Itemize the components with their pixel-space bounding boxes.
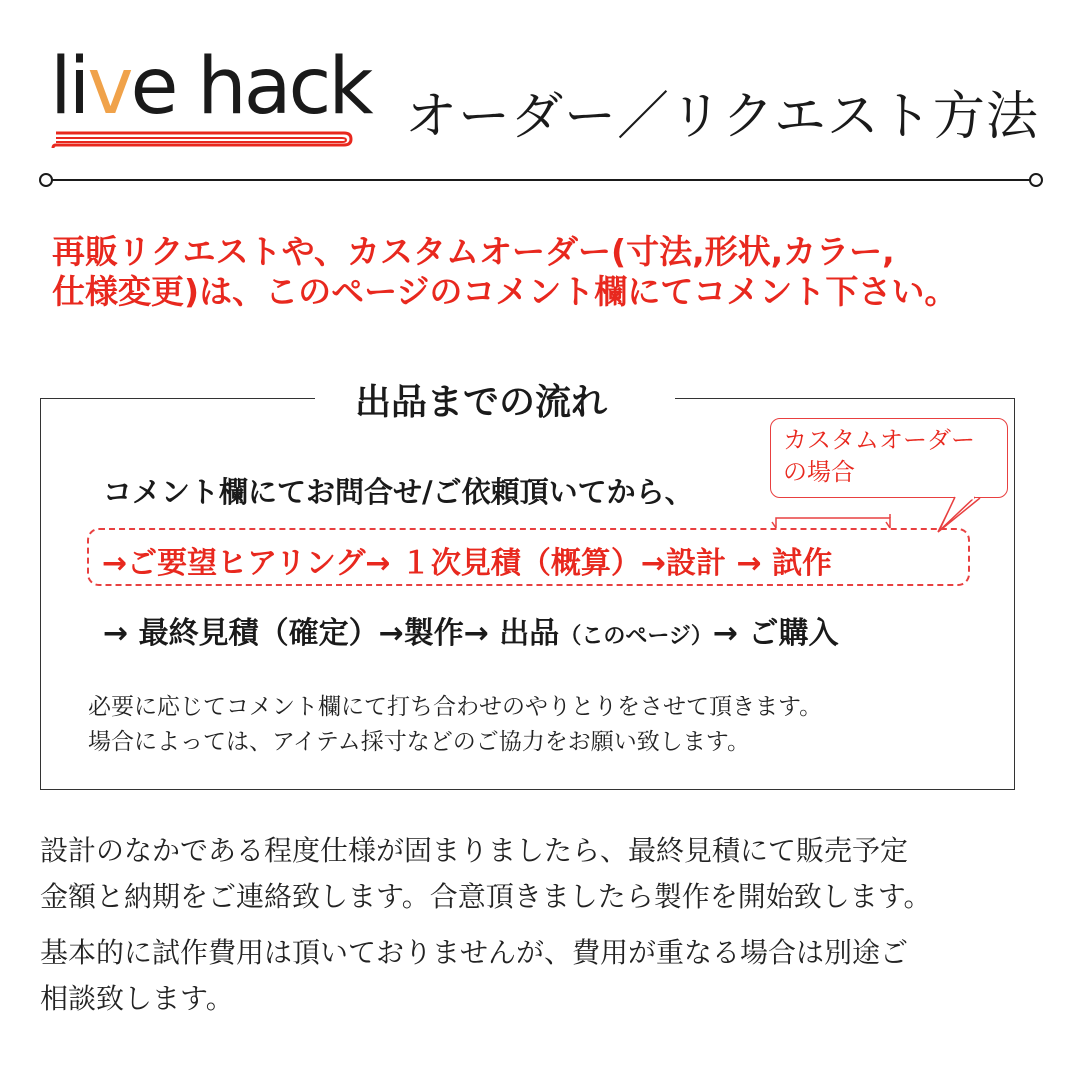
custom-order-callout [770,418,1008,498]
paragraph-design-line-2: 金額と納期をご連絡致します。合意頂きましたら製作を開始致します。 [40,880,932,913]
flow-intro: コメント欄にてお問合せ/ご依頼頂いてから、 [103,475,694,509]
notice-line-2: 仕様変更)は、このページのコメント欄にてコメント下さい。 [52,272,958,311]
paragraph-cost-line-2: 相談致します。 [40,982,234,1015]
paragraph-cost-line-1: 基本的に試作費用は頂いておりませんが、費用が重なる場合は別途ご [40,936,909,969]
paragraph-design-line-1: 設計のなかである程度仕様が固まりましたら、最終見積にて販売予定 [40,834,909,867]
final-steps-note: （このページ） [559,624,713,649]
final-steps-main: → 最終見積（確定）→製作→ 出品 [103,616,560,651]
header-divider [38,170,1044,190]
notice-line-1: 再販リクエストや、カスタムオーダー(寸法,形状,カラー, [52,232,895,271]
page-title: オーダー／リクエスト方法 [405,87,1039,147]
live-hack-logo [50,42,371,152]
paragraph-prototype-cost [40,930,908,1022]
request-notice [52,232,1052,312]
final-steps-purchase: → ご購入 [712,616,839,651]
custom-steps: →ご要望ヒアリング→ １次見積（概算）→設計 → 試作 [102,546,833,581]
logo-underline-icon [50,130,355,152]
flow-note-line-1: 必要に応じてコメント欄にて打ち合わせのやりとりをさせて頂きます。 [88,694,823,720]
paragraph-design [40,828,932,920]
logo-wordmark: live hack [50,42,371,132]
flow-title: 出品までの流れ [355,382,608,423]
callout-line-1: カスタムオーダー [783,426,975,454]
flow-note-line-2: 場合によっては、アイテム採寸などのご協力をお願い致します。 [88,729,750,755]
flow-note [88,690,822,760]
final-steps [103,608,838,652]
callout-line-2: の場合 [783,458,855,486]
